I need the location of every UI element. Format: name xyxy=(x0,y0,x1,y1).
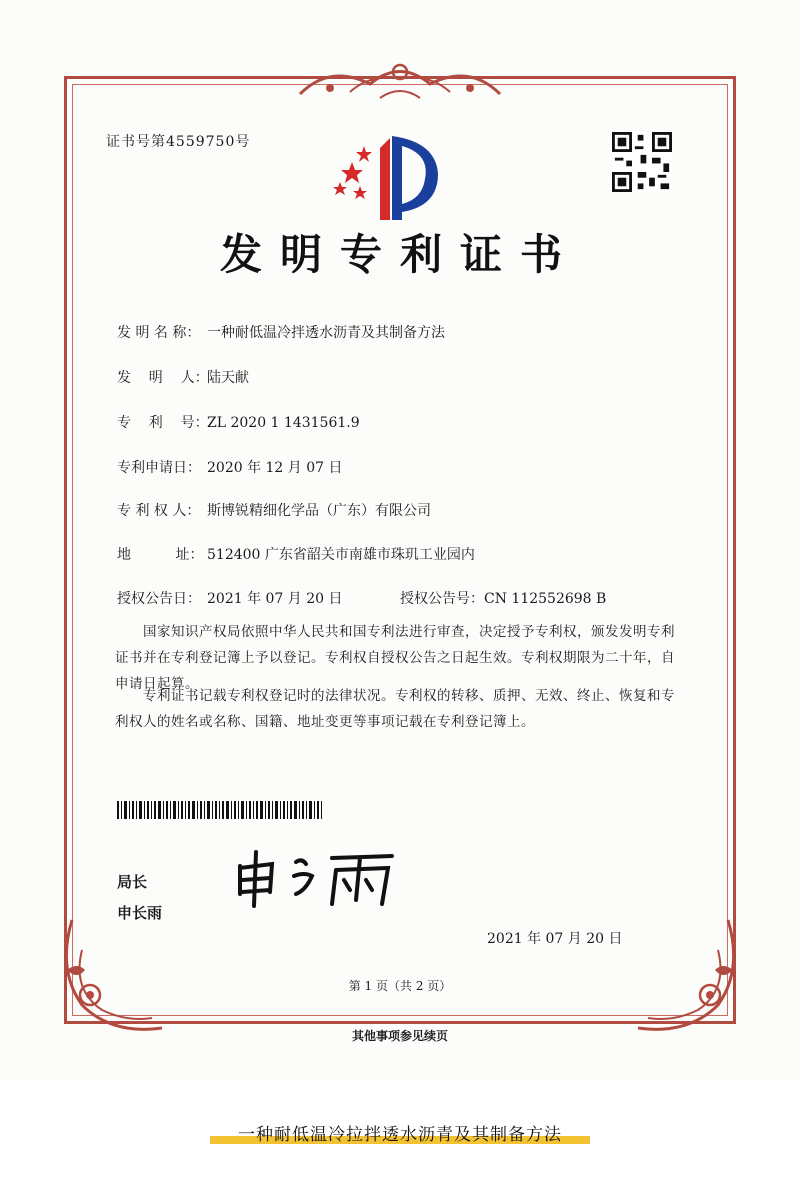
field-invention-name: 发 明 名 称： 一种耐低温冷拌透水沥青及其制备方法 xyxy=(117,325,445,341)
issue-date: 2021 年 07 月 20 日 xyxy=(487,931,623,947)
barcode-icon xyxy=(117,801,322,819)
certificate-title: 发明专利证书 xyxy=(219,230,580,279)
field-application-date: 专利申请日： 2020 年 12 月 07 日 xyxy=(117,460,343,476)
field-patent-number: 专 利 号：ZL 2020 1 1431561.9 xyxy=(117,415,360,431)
field-address: 地 址： 512400 广东省韶关市南雄市珠玑工业园内 xyxy=(117,547,475,563)
field-announcement-number: 授权公告号：CN 112552698 B xyxy=(400,591,607,607)
product-caption: 一种耐低温冷拉拌透水沥青及其制备方法 xyxy=(210,1120,590,1146)
director-title: 局长 xyxy=(117,873,148,891)
paragraph-grant-statement: 国家知识产权局依照中华人民共和国专利法进行审查，决定授予专利权，颁发发明专利证书并在专利登记簿上予以登记。专利权自授权公告之日起生效。专利权期限为二十年，自申请日起算。 xyxy=(115,624,675,692)
continue-note: 其他事项参见续页 xyxy=(351,1029,448,1043)
field-patentee: 专 利 权 人： 斯博锐精细化学品（广东）有限公司 xyxy=(117,503,431,519)
field-inventor: 发 明 人：陆天献 xyxy=(117,370,249,386)
paragraph-legal-status: 专利证书记载专利权登记时的法律状况。专利权的转移、质押、无效、终止、恢复和专利权人的姓名或名称、国籍、地址变更等事项记载在专利登记簿上。 xyxy=(115,688,675,730)
bottom-left-ornament-icon xyxy=(52,910,172,1040)
field-grant-date: 授权公告日： 2021 年 07 月 20 日 xyxy=(117,591,343,607)
certificate-number: 证书号第4559750号 xyxy=(106,134,251,150)
qr-code-icon xyxy=(612,132,672,192)
page-number: 第 1 页（共 2 页） xyxy=(348,979,452,993)
cnipa-logo-icon xyxy=(330,124,450,224)
director-signature xyxy=(232,848,412,908)
top-ornament-icon xyxy=(290,54,510,104)
bottom-right-ornament-icon xyxy=(628,910,748,1040)
director-name: 申长雨 xyxy=(117,904,163,922)
